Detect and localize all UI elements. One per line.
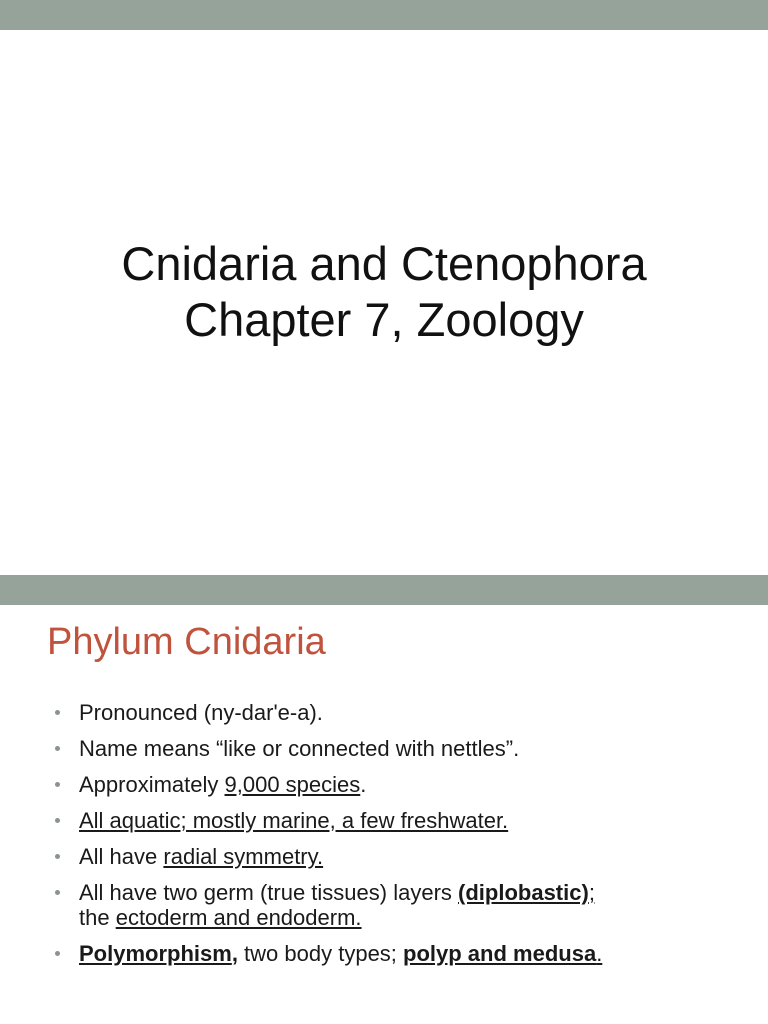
slide-title-line-1: Cnidaria and Ctenophora [121, 237, 647, 290]
bullet-text-middle: two body types; [237, 941, 404, 966]
bullet-text-suffix: . [360, 772, 367, 797]
bullet-text-prefix: All have [79, 844, 164, 869]
top-accent-band [0, 0, 768, 30]
bullet-list [52, 700, 752, 977]
bullet-dot-icon [55, 782, 60, 787]
list-item [52, 700, 752, 725]
bullet-text-bold-underlined-2: polyp and medusa [403, 941, 597, 966]
slide-title-line-2: Chapter 7, Zoology [184, 293, 584, 346]
bullet-dot-icon [55, 710, 60, 715]
bullet-text-suffix: . [596, 941, 603, 966]
list-item [52, 772, 752, 797]
bullet-text-bold: , [231, 941, 238, 966]
bullet-text-bold-underlined: Polymorphism [79, 941, 232, 966]
bullet-text-line2-underlined: ectoderm and endoderm. [115, 905, 362, 930]
bullet-text-prefix: Approximately [79, 772, 225, 797]
bullet-text-semicolon: ; [588, 880, 595, 905]
bullet-text: Name means “like or connected with nettles”. [79, 736, 520, 761]
list-item [52, 941, 752, 966]
list-item [52, 808, 752, 833]
bullet-text: Pronounced (ny-dar'e-a). [79, 700, 323, 725]
slide-title [0, 236, 768, 348]
bullet-dot-icon [55, 818, 60, 823]
list-item [52, 880, 752, 930]
bullet-text-bold-underlined: (diplobastic) [458, 880, 589, 905]
bullet-dot-icon [55, 854, 60, 859]
bullet-text-prefix: All have two germ (true tissues) layers [79, 880, 459, 905]
section-heading: Phylum Cnidaria [47, 621, 326, 663]
bullet-dot-icon [55, 746, 60, 751]
slide-divider-band [0, 575, 768, 605]
bullet-text-underlined: radial symmetry. [163, 844, 324, 869]
list-item [52, 844, 752, 869]
bullet-text-line2-prefix: the [79, 905, 116, 930]
bullet-dot-icon [55, 890, 60, 895]
list-item [52, 736, 752, 761]
bullet-text-underlined: 9,000 species [224, 772, 361, 797]
bullet-text-underlined: All aquatic; mostly marine, a few freshwater. [79, 808, 509, 833]
bullet-dot-icon [55, 951, 60, 956]
